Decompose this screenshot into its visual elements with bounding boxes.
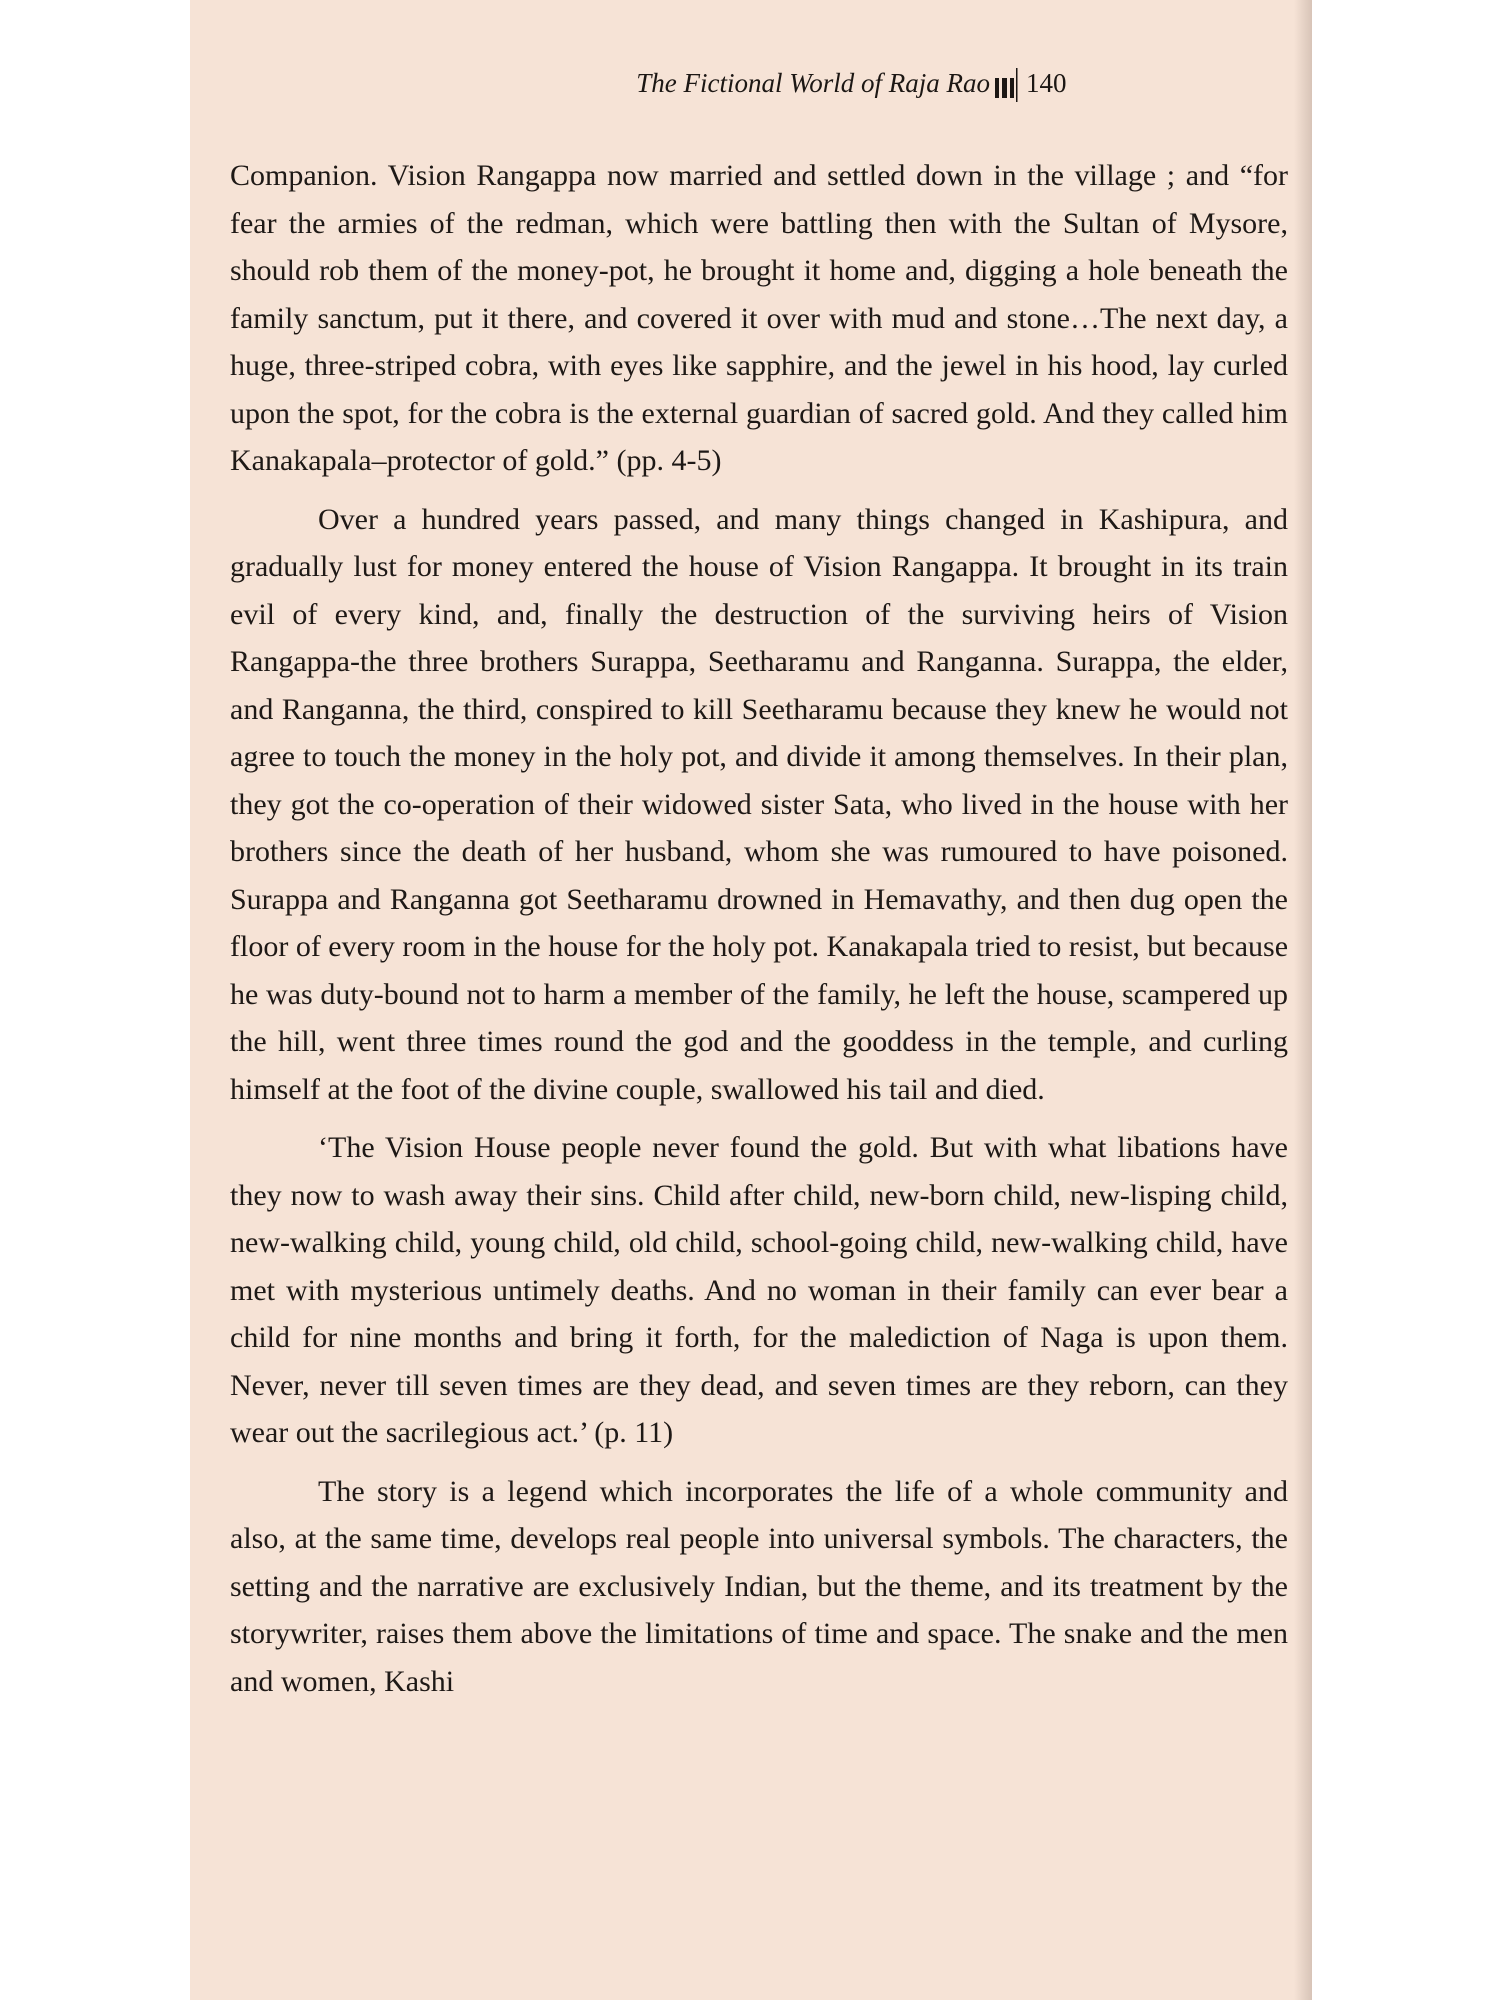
paragraph-2: Over a hundred years passed, and many things changed in Kashipura, and gradually lust for money entered the house of Vision Rangappa. It brought in its train evil of every kind, and, finally the destruction of the surviving heirs of Vision Rangappa-the three brothers Surappa, Seetharamu and Ranganna. Surappa, the elder, and Ranganna, the third, conspired to kill Seetharamu because they knew he would not agree to touch the money in the holy pot, and divide it among themselves. In their plan, they got the co-operation of their widowed sister Sata, who lived in the house with her brothers since the death of her husband, whom she was rumoured to have poisoned. Surappa and Ranganna got Seetharamu drowned in Hemavathy, and then dug open the floor of every room in the house for the holy pot. Kanakapala tried to resist, but because he was duty-bound not to harm a member of the family, he left the house, scampered up the hill, went three times round the god and the gooddess in the temple, and curling himself at the foot of the divine couple, swallowed his tail and died. bbox=[230, 502, 1289, 1106]
running-head-title: The Fictional World of Raja Rao bbox=[636, 68, 990, 98]
book-page bbox=[190, 0, 1312, 2000]
body-text bbox=[230, 152, 1288, 1716]
running-head bbox=[190, 62, 1312, 112]
page-edge-shadow bbox=[1294, 0, 1312, 2000]
paragraph-1: Companion. Vision Rangappa now married and settled down in the village ; and “for fear the armies of the redman, which were battling then with the Sultan of Mysore, should rob them of the money-pot, he brought it home and, digging a hole beneath the family sanctum, put it there, and covered it over with mud and stone…The next day, a huge, three-striped cobra, with eyes like sapphire, and the jewel in his hood, lay curled upon the spot, for the cobra is the external guardian of sacred gold. And they called him Kanakapala–protector of gold.” (pp. 4-5) bbox=[230, 159, 1288, 477]
page-number: 140 bbox=[1026, 68, 1067, 98]
paragraph-4: The story is a legend which incorporates the life of a whole community and also, at the same time, develops real people into universal symbols. The characters, the setting and the narrative are exclusively Indian, but the theme, and its treatment by the storywriter, raises them above the limitations of time and space. The snake and the men and women, Kashi bbox=[230, 1474, 1288, 1698]
paragraph-3: ‘The Vision House people never found the gold. But with what libations have they now to wash away their sins. Child after child, new-born child, new-lisping child, new-walking child, young child, old child, school-going child, new-walking child, have met with mysterious untimely deaths. And no woman in their family can ever bear a child for nine months and bring it forth, for the malediction of Naga is upon them. Never, never till seven times are they dead, and seven times are they reborn, can they wear out the sacrilegious act.’ (p. 11) bbox=[230, 1131, 1288, 1449]
triple-bar-ornament-icon bbox=[992, 68, 1018, 102]
